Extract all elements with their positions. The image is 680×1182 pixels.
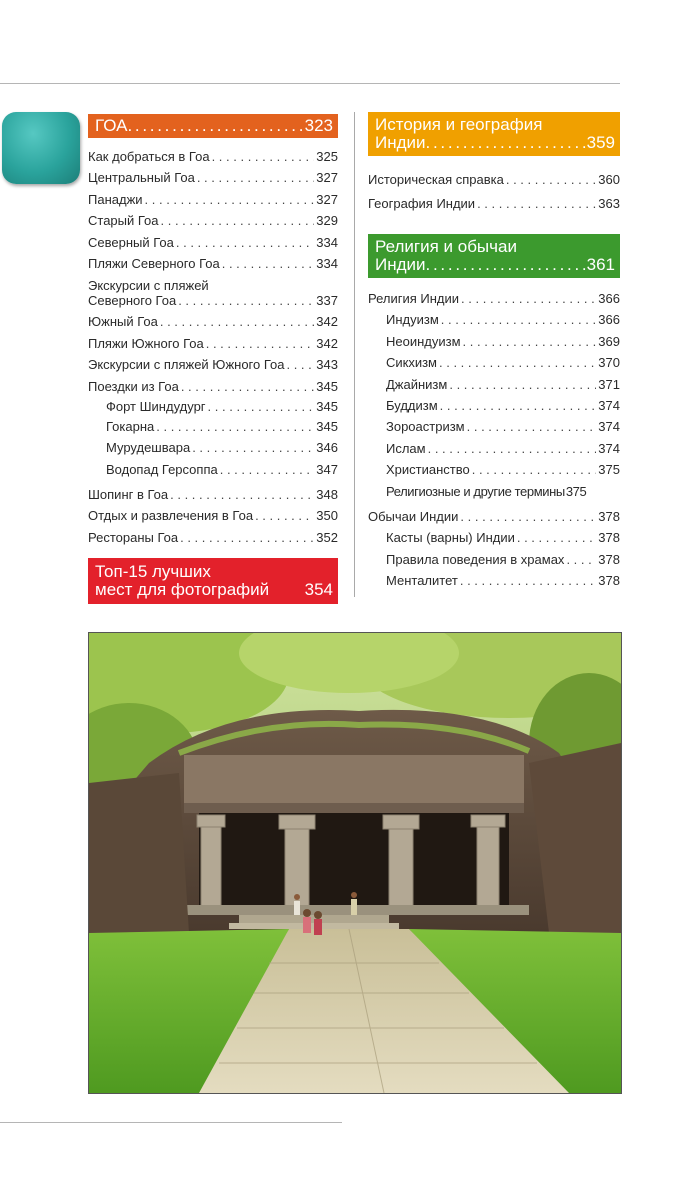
toc-item-label: Христианство	[386, 462, 470, 478]
toc-subitem[interactable]	[368, 331, 620, 352]
toc-item-page: 329	[316, 213, 338, 229]
toc-item-label: Поездки из Гоа	[88, 378, 179, 394]
toc-item[interactable]	[88, 253, 338, 274]
toc-item[interactable]	[88, 232, 338, 253]
toc-item-label: Мурудешвара	[106, 440, 191, 456]
section-tab-marker	[2, 112, 80, 184]
toc-item-label: География Индии	[368, 196, 476, 211]
toc-item-page: 375	[598, 462, 620, 478]
toc-item-label: Неоиндуизм	[386, 333, 461, 349]
toc-item-page: 346	[316, 440, 338, 456]
toc-item-label-line1: Экскурсии с пляжей	[88, 278, 209, 294]
toc-item-page: 374	[598, 419, 620, 435]
toc-subitem[interactable]	[88, 416, 338, 437]
toc-subitem[interactable]	[88, 459, 338, 480]
toc-item-label: Зороастризм	[386, 419, 465, 435]
toc-item-page: 327	[316, 191, 338, 207]
toc-item[interactable]	[88, 274, 338, 311]
toc-item[interactable]	[368, 192, 620, 216]
toc-item-label: Историческая справка	[368, 172, 504, 187]
toc-subitem[interactable]	[368, 352, 620, 373]
toc-subitem[interactable]	[368, 374, 620, 395]
toc-item-page: 327	[316, 170, 338, 186]
toc-item[interactable]	[368, 288, 620, 309]
toc-item[interactable]	[88, 210, 338, 231]
top15-header[interactable]	[88, 558, 338, 604]
toc-item[interactable]	[88, 311, 338, 332]
toc-item-label: Правила поведения в храмах	[386, 551, 565, 567]
toc-item-page: 345	[316, 378, 338, 394]
toc-subitem[interactable]	[368, 549, 620, 570]
toc-item-page: 378	[598, 508, 620, 524]
toc-item-page: 334	[316, 255, 338, 271]
toc-item[interactable]	[88, 505, 338, 526]
toc-item-page: 345	[316, 418, 338, 434]
toc-item-page: 363	[598, 196, 620, 211]
toc-item-page: 342	[316, 314, 338, 330]
toc-item-label-line2: Северного Гоа	[88, 293, 177, 309]
toc-item-page: 348	[316, 487, 338, 503]
toc-subitem[interactable]	[88, 397, 338, 416]
toc-item-label: Отдых и развлечения в Гоа	[88, 508, 254, 524]
cave-temple-photo	[88, 632, 622, 1094]
top15-line1: Топ-15 лучших	[95, 562, 211, 582]
toc-item[interactable]	[88, 189, 338, 210]
history-religion-section	[368, 112, 620, 591]
top-rule	[0, 83, 620, 84]
toc-item[interactable]	[368, 506, 620, 527]
toc-item[interactable]	[368, 168, 620, 192]
toc-item[interactable]	[88, 333, 338, 354]
toc-item-page: 369	[598, 333, 620, 349]
toc-item-page: 366	[598, 312, 620, 328]
toc-item-page: 374	[598, 397, 620, 413]
toc-subitem[interactable]	[368, 395, 620, 416]
toc-item-page: 371	[598, 376, 620, 392]
toc-subitem[interactable]	[368, 481, 620, 502]
toc-item-page: 343	[316, 357, 338, 373]
toc-item-label: Ислам	[386, 440, 426, 456]
goa-header[interactable]	[88, 114, 338, 138]
top15-line2: мест для фотографий	[95, 580, 270, 600]
toc-item-label: Религия Индии	[368, 291, 460, 306]
toc-item-page: 374	[598, 440, 620, 456]
bottom-rule	[0, 1122, 342, 1123]
toc-item-page: 345	[316, 398, 338, 414]
toc-subitem[interactable]	[368, 527, 620, 548]
toc-subitem[interactable]	[368, 309, 620, 330]
column-divider	[354, 112, 355, 597]
religion-header-line1: Религия и обычаи	[375, 237, 517, 256]
history-toc-list	[368, 168, 620, 216]
goa-header-leader	[127, 117, 304, 135]
toc-item-label: Пляжи Южного Гоа	[88, 335, 204, 351]
toc-item[interactable]	[88, 146, 338, 167]
toc-item-page: 375	[565, 483, 587, 499]
history-header-page: 359	[586, 133, 615, 152]
toc-item-label: Касты (варны) Индии	[386, 530, 515, 546]
toc-item-page: 347	[316, 461, 338, 477]
toc-item-label: Гокарна	[106, 418, 155, 434]
goa-header-page: 323	[304, 116, 333, 135]
history-header[interactable]	[368, 112, 620, 156]
toc-subitem[interactable]	[88, 437, 338, 458]
toc-subitem[interactable]	[368, 416, 620, 437]
toc-item-label: Менталитет	[386, 573, 458, 589]
toc-item-page: 342	[316, 335, 338, 351]
religion-header-line2: Индии	[375, 255, 426, 274]
toc-item-label: Центральный Гоа	[88, 170, 195, 186]
toc-item-label: Как добраться в Гоа	[88, 149, 210, 164]
toc-item-page: 352	[316, 529, 338, 545]
toc-item-page: 334	[316, 234, 338, 250]
toc-subitem[interactable]	[368, 438, 620, 459]
toc-item-page: 378	[598, 573, 620, 589]
toc-item-label: Панаджи	[88, 191, 143, 207]
cave-temple-illustration	[89, 633, 621, 1093]
religion-toc-list	[368, 288, 620, 591]
toc-item-label: Старый Гоа	[88, 213, 159, 229]
toc-item-page: 350	[316, 508, 338, 524]
religion-header-page: 361	[586, 255, 615, 274]
history-header-line2: Индии	[375, 133, 426, 152]
toc-item-page: 366	[598, 291, 620, 306]
toc-item-label: Северный Гоа	[88, 234, 174, 250]
toc-item-label: Экскурсии с пляжей Южного Гоа	[88, 357, 285, 373]
toc-item-label: Шопинг в Гоа	[88, 487, 169, 503]
toc-item-label: Сикхизм	[386, 355, 437, 371]
toc-item-label: Джайнизм	[386, 376, 448, 392]
toc-item-label: Водопад Герсоппа	[106, 461, 218, 477]
toc-item[interactable]	[88, 354, 338, 375]
toc-subitem[interactable]	[368, 570, 620, 591]
toc-item[interactable]	[88, 167, 338, 188]
toc-item[interactable]	[88, 376, 338, 397]
history-header-line1: История и география	[375, 115, 543, 134]
toc-item-label: Индуизм	[386, 312, 439, 328]
toc-item-label: Религиозные и другие термины	[386, 483, 565, 499]
toc-item-label: Пляжи Северного Гоа	[88, 255, 220, 271]
toc-item-label: Рестораны Гоа	[88, 529, 179, 545]
toc-item-label: Форт Шиндудург	[106, 398, 206, 414]
toc-subitem[interactable]	[368, 459, 620, 480]
religion-header[interactable]	[368, 234, 620, 278]
toc-item-page: 378	[598, 551, 620, 567]
goa-toc-list	[88, 146, 338, 548]
toc-item-page: 378	[598, 530, 620, 546]
toc-item-label: Обычаи Индии	[368, 508, 459, 524]
toc-item[interactable]	[88, 484, 338, 505]
toc-item-page: 337	[316, 293, 338, 309]
toc-item-page: 370	[598, 355, 620, 371]
toc-item[interactable]	[88, 527, 338, 548]
top15-page: 354	[304, 580, 333, 600]
toc-item-label: Буддизм	[386, 397, 438, 413]
goa-section	[88, 114, 338, 604]
toc-item-page: 325	[316, 149, 338, 164]
toc-item-label: Южный Гоа	[88, 314, 158, 330]
toc-item-page: 360	[598, 172, 620, 187]
goa-header-title: ГОА	[95, 116, 128, 135]
